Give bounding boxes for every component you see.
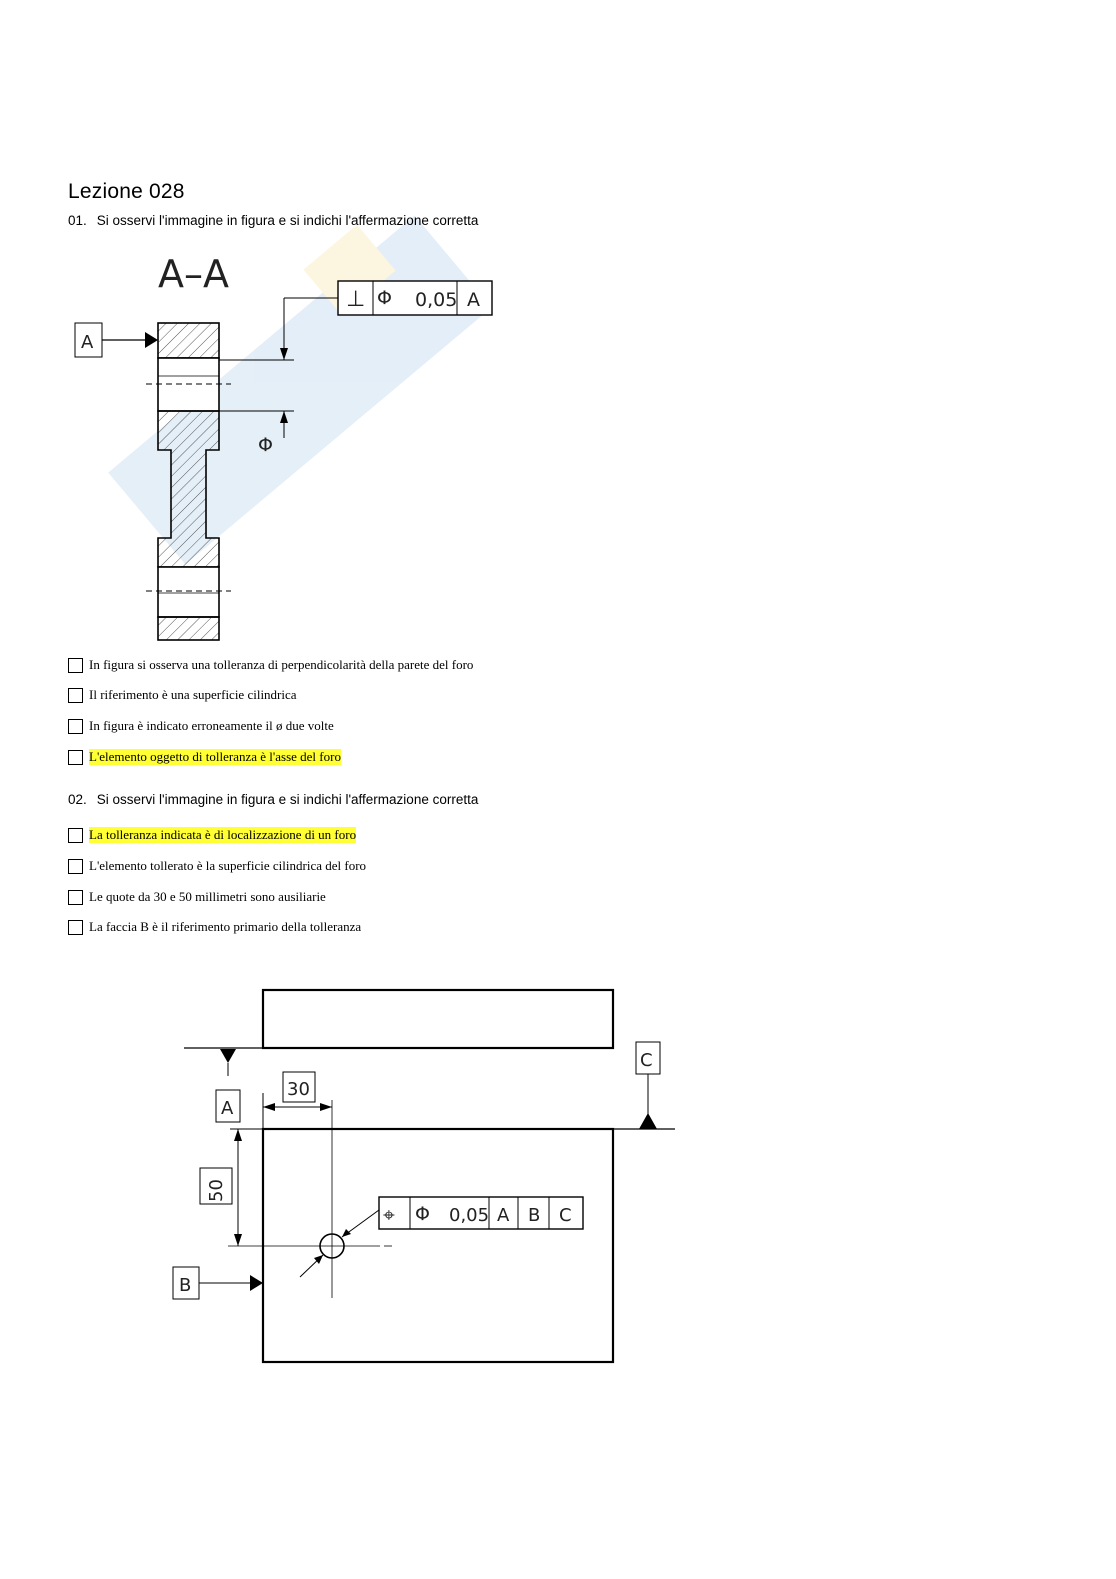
q1-option-4[interactable] (68, 748, 341, 766)
diameter-icon: Φ (377, 287, 392, 309)
q2-option-1[interactable] (68, 826, 356, 844)
question-1 (68, 213, 478, 228)
option-label: L'elemento tollerato è la superficie cilindrica del foro (89, 858, 367, 873)
option-label: In figura è indicato erroneamente il ø due volte (89, 718, 334, 733)
perpendicularity-icon: ⊥ (346, 287, 366, 312)
option-label: Le quote da 30 e 50 millimetri sono ausiliarie (89, 889, 326, 904)
q1-option-2[interactable] (68, 686, 297, 704)
option-label: La faccia B è il riferimento primario della tolleranza (89, 919, 362, 934)
q2-option-3[interactable] (68, 888, 326, 906)
upper-block (263, 990, 613, 1048)
checkbox[interactable] (68, 890, 83, 905)
position-control-frame (379, 1197, 583, 1229)
section-label: A–A (158, 252, 229, 296)
position-icon: ⌖ (383, 1203, 395, 1227)
checkbox[interactable] (68, 859, 83, 874)
question-text: Si osservi l'immagine in figura e si indichi l'affermazione corretta (96, 213, 479, 228)
option-label: Il riferimento è una superficie cilindrica (89, 687, 297, 702)
figure-1 (68, 240, 508, 645)
datum-c-label: C (640, 1050, 653, 1071)
q2-option-4[interactable] (68, 918, 361, 936)
frame-datum-1: A (497, 1205, 510, 1226)
datum-b-label: B (179, 1275, 192, 1296)
checkbox[interactable] (68, 920, 83, 935)
datum-a-label: A (81, 332, 94, 353)
frame-datum-3: C (559, 1205, 572, 1226)
q2-option-2[interactable] (68, 857, 366, 875)
tolerance-value: 0,05 (449, 1205, 490, 1226)
question-text: Si osservi l'immagine in figura e si indichi l'affermazione corretta (96, 792, 479, 807)
option-label-highlighted: La tolleranza indicata è di localizzazione di un foro (89, 827, 357, 842)
diameter-icon: Φ (415, 1203, 430, 1225)
figure-2 (170, 980, 690, 1375)
tolerance-value: 0,05 (415, 289, 458, 311)
feature-control-frame (338, 281, 492, 315)
question-number: 02. (68, 792, 87, 807)
datum-triangle (145, 332, 158, 348)
question-number: 01. (68, 213, 87, 228)
checkbox[interactable] (68, 750, 83, 765)
checkbox[interactable] (68, 688, 83, 703)
dim-diameter-symbol: Φ (258, 434, 273, 456)
frame-datum: A (467, 289, 480, 311)
checkbox[interactable] (68, 828, 83, 843)
lesson-title: Lezione 028 (68, 180, 185, 203)
dim-50-label: 50 (206, 1179, 227, 1202)
datum-a-label: A (221, 1098, 234, 1119)
checkbox[interactable] (68, 658, 83, 673)
checkbox[interactable] (68, 719, 83, 734)
part-section (158, 323, 219, 640)
option-label: In figura si osserva una tolleranza di perpendicolarità della parete del foro (89, 657, 474, 672)
option-label-highlighted: L'elemento oggetto di tolleranza è l'asse del foro (89, 749, 341, 764)
q1-option-1[interactable] (68, 656, 473, 674)
question-2 (68, 792, 478, 807)
plate (263, 1129, 613, 1362)
q1-option-3[interactable] (68, 717, 334, 735)
frame-datum-2: B (528, 1205, 541, 1226)
dim-30-label: 30 (287, 1079, 310, 1100)
